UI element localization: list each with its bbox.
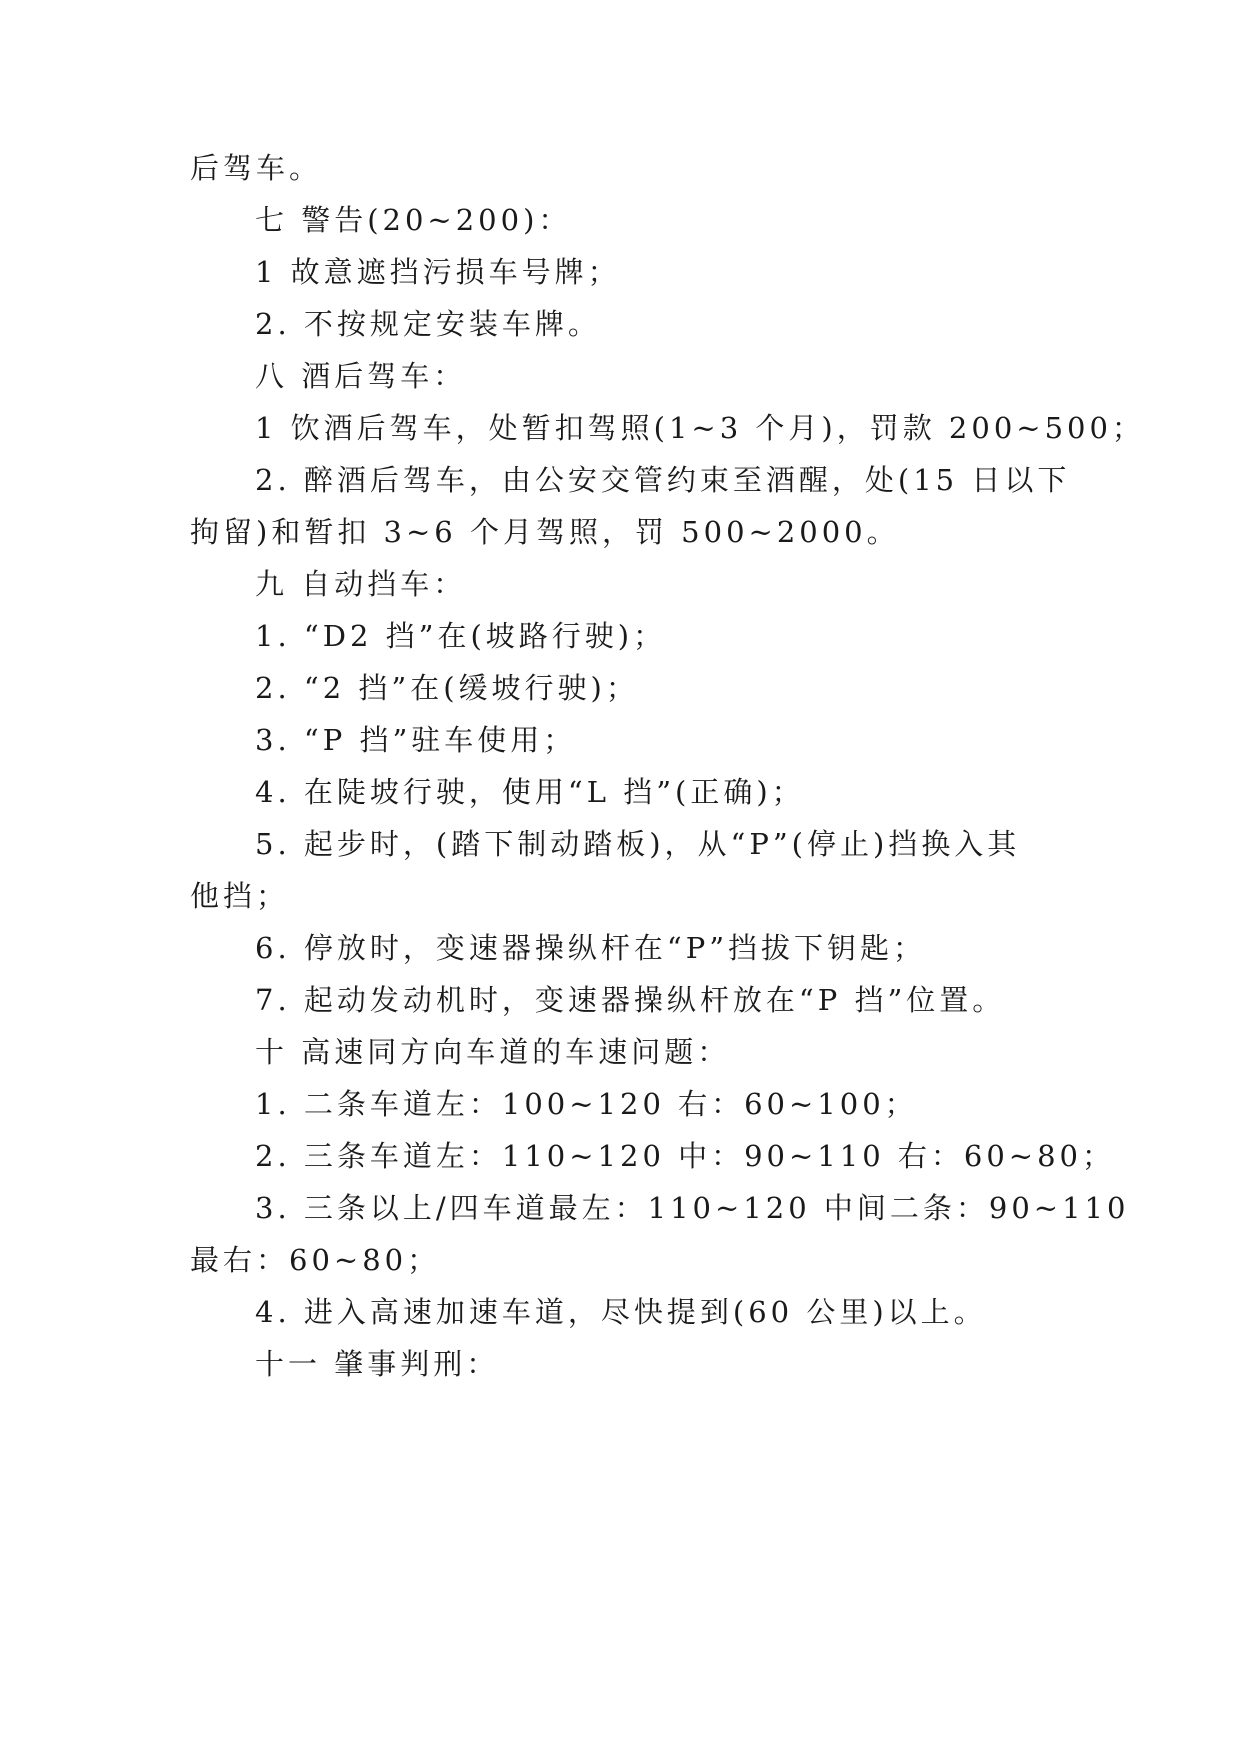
text-line: 后驾车。	[190, 151, 323, 185]
text-line: 拘留)和暂扣 3~6 个月驾照，罚 500~2000。	[190, 515, 900, 549]
text-line: 1 饮酒后驾车，处暂扣驾照(1~3 个月)，罚款 200~500；	[255, 411, 1145, 445]
section-heading: 七 警告(20~200)：	[255, 203, 572, 237]
text-line: 3. 三条以上/四车道最左：110~120 中间二条：90~110	[255, 1191, 1130, 1225]
text-line: 4. 进入高速加速车道，尽快提到(60 公里)以上。	[255, 1295, 987, 1329]
text-line: 1. “D2 挡”在(坡路行驶)；	[255, 619, 667, 653]
text-line: 6. 停放时，变速器操纵杆在“P”挡拔下钥匙；	[255, 931, 927, 965]
text-line: 2. 不按规定安装车牌。	[255, 307, 601, 341]
section-heading: 十一 肇事判刑：	[255, 1347, 500, 1381]
text-line: 2. “2 挡”在(缓坡行驶)；	[255, 671, 639, 705]
text-line: 5. 起步时，(踏下制动踏板)，从“P”(停止)挡换入其	[255, 827, 1021, 861]
section-heading: 八 酒后驾车：	[255, 359, 467, 393]
text-line: 1 故意遮挡污损车号牌；	[255, 255, 621, 289]
text-line: 3. “P 挡”驻车使用；	[255, 723, 577, 757]
text-line: 他挡；	[190, 879, 290, 913]
section-heading: 九 自动挡车：	[255, 567, 467, 601]
text-line: 1. 二条车道左：100~120 右：60~100；	[255, 1087, 918, 1121]
text-line: 2. 醉酒后驾车，由公安交管约束至酒醒，处(15 日以下	[255, 463, 1071, 497]
section-heading: 十 高速同方向车道的车速问题：	[255, 1035, 731, 1069]
text-line: 4. 在陡坡行驶，使用“L 挡”(正确)；	[255, 775, 805, 809]
text-line: 7. 起动发动机时，变速器操纵杆放在“P 挡”位置。	[255, 983, 1006, 1017]
text-line: 2. 三条车道左：110~120 中：90~110 右：60~80；	[255, 1139, 1115, 1173]
text-line: 最右：60~80；	[190, 1243, 441, 1277]
